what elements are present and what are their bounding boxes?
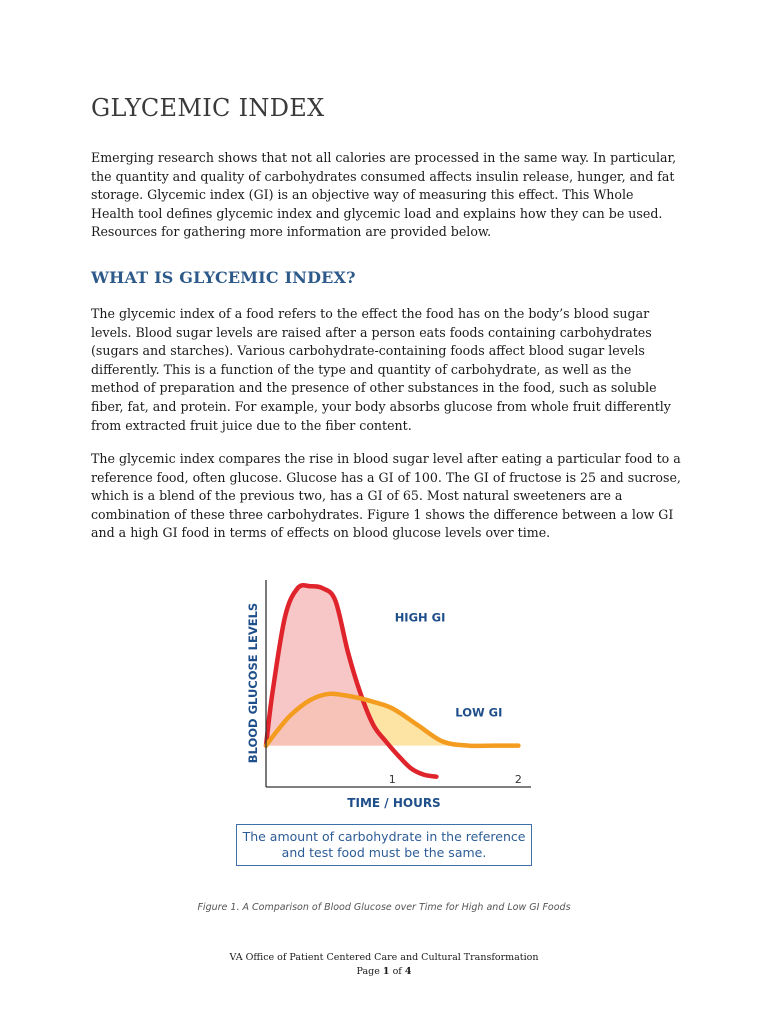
paragraph-line: which is a blend of the previous two, has a GI of 65. Most natural sweeteners are a [91, 488, 623, 504]
intro-line: Resources for gathering more information are provided below. [91, 224, 492, 240]
intro-line: storage. Glycemic index (GI) is an objective way of measuring this effect. This Whole [91, 187, 634, 203]
high-gi-label: HIGH GI [394, 610, 446, 625]
paragraph-line: (sugars and starches). Various carbohydrate-containing foods affect blood sugar levels [91, 343, 645, 359]
total-pages: 4 [404, 966, 412, 977]
figure-note-line: and test food must be the same. [281, 845, 487, 860]
intro-line: Emerging research shows that not all calories are processed in the same way. In particular, [91, 150, 677, 165]
page-word: Page [356, 966, 380, 977]
current-page: 1 [382, 966, 390, 977]
comparison-paragraph [91, 450, 691, 543]
section-heading: WHAT IS GLYCEMIC INDEX? [91, 268, 356, 287]
x-tick-label: 2 [514, 773, 522, 786]
x-axis-label: TIME / HOURS [347, 796, 441, 810]
paragraph-line: levels. Blood sugar levels are raised after a person eats foods containing carbohydrates [91, 324, 652, 340]
definition-paragraph [91, 305, 691, 435]
figure-caption: Figure 1. A Comparison of Blood Glucose over Time for High and Low GI Foods [197, 902, 571, 913]
y-axis-label: BLOOD GLUCOSE LEVELS [246, 602, 260, 764]
paragraph-line: The glycemic index compares the rise in blood sugar level after eating a particular food to a [91, 451, 681, 466]
page-title: GLYCEMIC INDEX [91, 94, 325, 122]
figure-note-box [236, 824, 532, 866]
x-tick-label: 1 [388, 773, 396, 786]
footer-org: VA Office of Patient Centered Care and Cultural Transformation [229, 952, 539, 963]
paragraph-line: differently. This is a function of the type and quantity of carbohydrate, as well as the [91, 361, 632, 377]
low-gi-label: LOW GI [455, 705, 503, 720]
intro-line: Health tool defines glycemic index and glycemic load and explains how they can be used. [91, 205, 663, 221]
paragraph-line: combination of these three carbohydrates. Figure 1 shows the difference between a low GI [91, 506, 674, 522]
page-number [0, 965, 768, 979]
paragraph-line: reference food, often glucose. Glucose has a GI of 100. The GI of fructose is 25 and sucrose, [91, 469, 681, 485]
paragraph-line: The glycemic index of a food refers to the effect the food has on the body’s blood sugar [91, 306, 650, 321]
paragraph-line: from extracted fruit juice due to the fiber content. [91, 417, 412, 433]
figure-note-line: The amount of carbohydrate in the reference [242, 829, 526, 844]
glycemic-chart [236, 565, 536, 820]
page-footer [0, 951, 768, 979]
paragraph-line: and a high GI food in terms of effects on blood glucose levels over time. [91, 525, 551, 541]
paragraph-line: method of preparation and the presence of other substances in the food, such as soluble [91, 380, 657, 396]
intro-line: the quantity and quality of carbohydrates consumed affects insulin release, hunger, and fat [91, 168, 675, 184]
intro-paragraph [91, 149, 691, 242]
paragraph-line: fiber, fat, and protein. For example, your body absorbs glucose from whole fruit differently [91, 398, 671, 414]
of-word: of [392, 966, 402, 977]
